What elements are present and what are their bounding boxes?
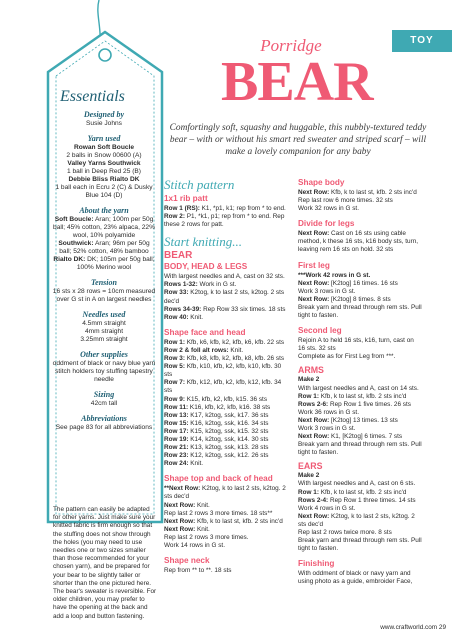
abbrev-label: Abbreviations	[81, 414, 127, 423]
yarn-item: Rowan Soft Boucle 2 balls in Snow 00600 (A)	[66, 144, 142, 159]
instruction: Row 1: Kfb, k6, kfb, k2, kfb, k6, kfb. 22 sts	[164, 338, 285, 346]
designer: Susie Johns	[86, 120, 122, 127]
instruction: Row 9: K15, kfb, k2, kfb, k15. 36 sts	[164, 395, 268, 403]
other-text: oddment of black or navy blue yarn stitch holders toy stuffing tapestry needle	[52, 360, 156, 383]
designed-by-label: Designed by	[83, 110, 125, 119]
instruction: Row 17: K15, k2tog, ssk, k15. 32 sts	[164, 427, 269, 435]
neck-heading: Shape neck	[164, 556, 210, 566]
ears-heading: EARS	[298, 461, 323, 472]
side-note: The pattern can easily be adapted for other yarns. Just make sure your knitted fabric is firm enough so that the stuffing does not show through the holes (you may need to use needles one or two sizes smaller than those recommended for your chosen yarn), and be prepared for your bear to be slightly taller or shorter than the one pictured here. The bear's sweater is reversible. For older children, you may prefer to have the opening at the back and add a loop and button fastening.	[53, 506, 157, 620]
intro-text: Comfortingly soft, squashy and huggable, this nubbly-textured teddy bear – with or without his smart red sweater and striped scarf – will make a lovely companion for any baby	[169, 123, 427, 157]
instruction: Row 1: Kfb, k to last st, kfb. 2 sts inc'd	[298, 488, 407, 496]
title-line-1: Porridge	[260, 36, 322, 55]
finishing-heading: Finishing	[298, 559, 335, 569]
instruction: Work 36 rows in G st.	[298, 408, 359, 416]
instruction: Next Row: Kfb, k to last st, kfb. 2 sts inc'd	[164, 517, 283, 525]
instruction: Work 4 rows in G st.	[298, 504, 356, 512]
instruction: Row 2 & foll alt rows: Knit.	[164, 346, 244, 354]
instruction: ***Work 42 rows in G st.	[298, 271, 371, 279]
about-label: About the yarn	[79, 206, 129, 215]
instruction: Next Row: [K2tog] 16 times. 16 sts	[298, 279, 398, 287]
about-item: Rialto DK: DK; 105m per 50g ball; 100% Merino wool	[53, 256, 155, 271]
instruction: Next Row: [K2tog] 13 times. 13 sts	[298, 416, 398, 424]
instruction: Next Row: K1, [K2tog] 6 times. 7 sts	[298, 433, 403, 441]
instruction: Rows 2-6: Rep Row 1 five times. 26 sts	[298, 400, 411, 408]
instruction: Row 2: P1, *k1, p1; rep from * to end. Rep these 2 rows for patt.	[164, 213, 285, 229]
instruction: Next Row: Knit.	[164, 525, 210, 533]
instruction: Break yarn and thread through rem sts. Pull tight to fasten.	[298, 537, 422, 553]
abbrev-text: See page 83 for all abbreviations	[55, 424, 153, 431]
instruction: Work 14 rows in G st.	[164, 542, 225, 549]
instruction: Row 33: K2tog, k to last 2 sts, k2tog. 2 sts dec'd	[164, 289, 285, 305]
instruction: Rep last 2 rows 3 more times. 18 sts**	[164, 509, 273, 517]
instruction: Row 13: K17, k2tog, ssk, k17. 36 sts	[164, 411, 269, 419]
tension-label: Tension	[91, 278, 117, 287]
yarn-label: Yarn used	[87, 134, 121, 143]
top-of-head-heading: Shape top and back of head	[164, 474, 273, 484]
instruction: Work 32 rows in G st.	[298, 205, 359, 213]
sizing-label: Sizing	[93, 390, 115, 399]
instruction: Row 1 (RS): K1, *p1, k1; rep from * to end.	[164, 205, 286, 212]
instruction: Rep from ** to **. 18 sts	[164, 567, 232, 575]
instruction: Make 2	[298, 376, 320, 384]
instruction: Rows 1-32: Work in G st.	[164, 281, 237, 289]
instruction: Rep last 2 rows 3 more times.	[164, 533, 249, 541]
instruction: With largest needles and A, cast on 6 sts.	[298, 480, 416, 488]
instruction: Work 3 rows in G st.	[298, 287, 356, 295]
body-heading: BODY, HEAD & LEGS	[164, 262, 248, 272]
about-item: Soft Boucle: Aran; 100m per 50g ball; 45% cotton, 23% alpaca, 22% wool, 10% polyamide	[53, 216, 155, 239]
instruction: Row 40: Knit.	[164, 313, 204, 321]
instruction: Rows 34-39: Rep Row 33 six times. 18 sts	[164, 305, 286, 313]
instruction: Rejoin A to held 16 sts, k16, turn, cast on 16 sts. 32 sts	[298, 337, 414, 353]
instruction: **Next Row: K2tog, k to last 2 sts, k2tog. 2 sts dec'd	[164, 485, 286, 501]
instruction: Row 1: Kfb, k to last st, kfb. 2 sts inc'd	[298, 392, 407, 400]
instruction: Break yarn and thread through rem sts. Pull tight to fasten.	[298, 441, 422, 457]
tension-text: 16 sts x 28 rows = 10cm measured over G st in A on largest needles	[52, 288, 156, 303]
rib-heading: 1x1 rib patt	[164, 194, 208, 203]
instruction: Make 2	[298, 472, 320, 480]
start-knitting-heading: Start knitting...	[164, 234, 242, 250]
instruction: With largest needles and A, cast on 32 sts.	[164, 273, 285, 281]
yarn-list	[52, 144, 156, 200]
instruction: Row 15: K16, k2tog, ssk, k16. 34 sts	[164, 419, 269, 427]
instruction: Next Row: Knit.	[164, 501, 210, 509]
first-leg-heading: First leg	[298, 260, 330, 270]
instruction: Next Row: Cast on 16 sts using cable method, k these 16 sts, k16 body sts, turn, leaving rem 16 sts on hold. 32 sts	[298, 230, 419, 254]
about-item: Southwick: Aran; 96m per 50g ball; 52% cotton, 48% bamboo	[58, 240, 150, 255]
pattern-column-2	[298, 178, 422, 586]
title-line-2: BEAR	[221, 51, 373, 113]
instruction: Work 3 rows in G st.	[298, 424, 356, 432]
other-label: Other supplies	[80, 350, 128, 359]
needle-item: 3.25mm straight	[80, 336, 128, 343]
face-heading: Shape face and head	[164, 327, 246, 337]
instruction: Row 3: Kfb, k8, kfb, k2, kfb, k8, kfb. 26 sts	[164, 355, 285, 363]
stitch-pattern-heading: Stitch pattern	[164, 177, 235, 192]
shape-body-heading: Shape body	[298, 178, 345, 187]
needles-label: Needles used	[82, 310, 126, 319]
instruction: Rep last 2 rows twice more. 8 sts	[298, 529, 392, 536]
instruction: With oddment of black or navy yarn and using photo as a guide, embroider Face,	[298, 570, 413, 586]
essentials-heading: Essentials	[60, 88, 125, 105]
yarn-item: Debbie Bliss Rialto DK 1 ball each in Ecru 2 (C) & Dusky Blue 104 (D)	[55, 176, 153, 199]
instruction: Rep last row 6 more times. 32 sts	[298, 197, 393, 205]
instruction: Break yarn and thread through rem sts. Pull tight to fasten.	[298, 303, 422, 320]
instruction: Next Row: Kfb, k to last st, kfb. 2 sts inc'd	[298, 189, 417, 196]
instruction: With largest needles and A, cast on 14 sts.	[298, 384, 419, 392]
arms-heading: ARMS	[298, 365, 324, 376]
about-list	[52, 216, 156, 272]
yarn-item: Valley Yarns Southwick 1 ball in Deep Red 25 (B)	[66, 160, 142, 175]
needle-item: 4.5mm straight	[82, 320, 126, 327]
instruction: Complete as for First Leg from ***.	[298, 353, 396, 361]
pattern-column-1	[164, 178, 291, 575]
instruction: Row 7: Kfb, k12, kfb, k2, kfb, k12, kfb. 34 sts	[164, 379, 282, 395]
bear-heading: BEAR	[164, 250, 193, 262]
instruction: Row 11: K16, kfb, k2, kfb, k16. 38 sts	[164, 403, 271, 411]
essentials-body	[52, 104, 156, 432]
instruction: Row 24: Knit.	[164, 460, 204, 468]
instruction: Rows 2-4: Rep Row 1 three times. 14 sts	[298, 496, 416, 504]
instruction: Next Row: [K2tog] 8 times. 8 sts	[298, 295, 391, 303]
instruction: Row 5: Kfb, k10, kfb, k2, kfb, k10, kfb. 30 sts	[164, 363, 282, 379]
instruction: Row 21: K13, k2tog, ssk, k13. 28 sts	[164, 444, 269, 452]
instruction: Row 19: K14, k2tog, ssk, k14. 30 sts	[164, 435, 269, 443]
needle-item: 4mm straight	[84, 328, 124, 335]
instruction: Next Row: K2tog, k to last 2 sts, k2tog. 2 sts dec'd	[298, 512, 415, 528]
second-leg-heading: Second leg	[298, 326, 342, 336]
divide-legs-heading: Divide for legs	[298, 219, 355, 229]
sizing-text: 42cm tall	[90, 400, 118, 407]
page-footer: www.craftworld.com 29	[380, 624, 446, 631]
section-badge: TOY	[392, 30, 452, 52]
instruction: Row 23: K12, k2tog, ssk, k12. 26 sts	[164, 452, 269, 460]
